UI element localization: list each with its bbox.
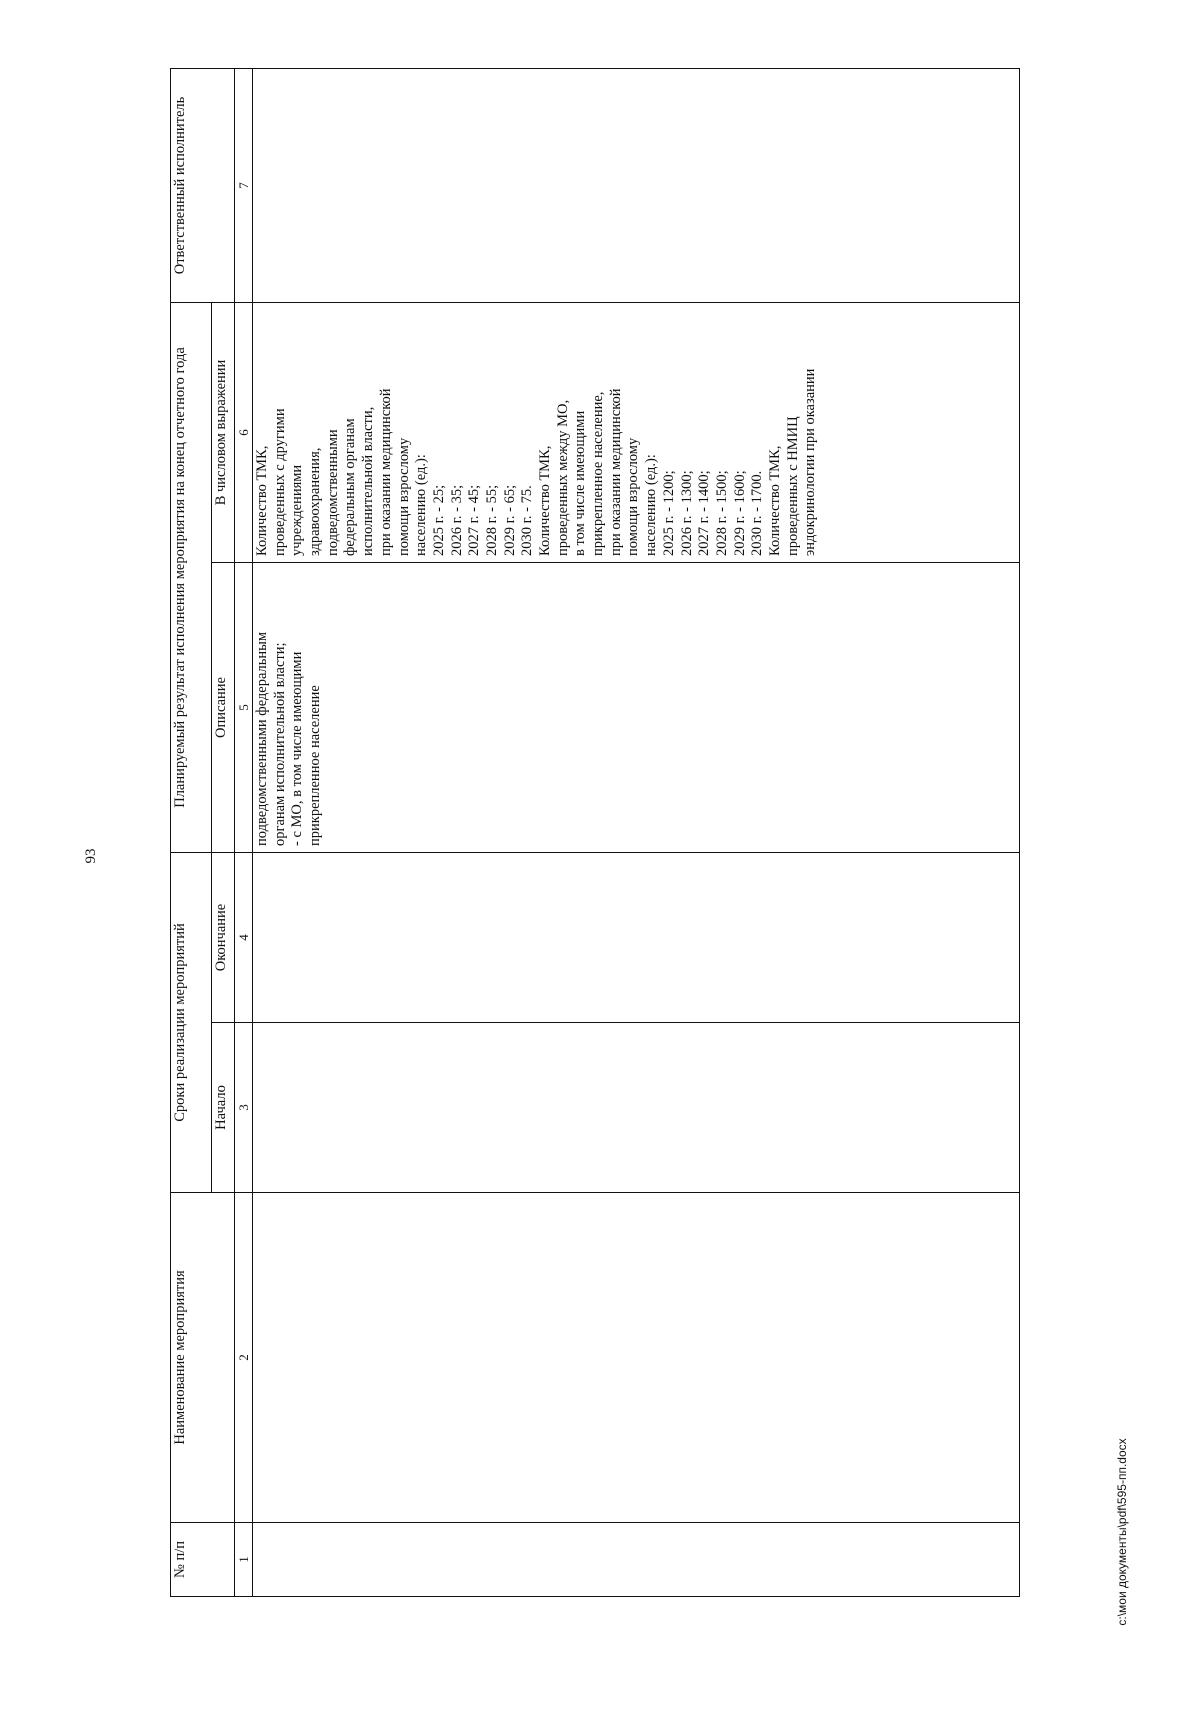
cell-start [253, 1023, 1020, 1193]
text-line: 2029 г. - 65; [501, 484, 518, 556]
text-line: учреждениями [289, 464, 306, 556]
text-line: 2029 г. - 1600; [731, 470, 748, 556]
page-number: 93 [83, 848, 99, 864]
cell-executor [253, 68, 1020, 302]
cell-num [253, 1523, 1020, 1597]
text-line: органам исполнительной власти; [271, 642, 288, 846]
cell-description [253, 563, 1020, 853]
text-line: эндокринологии при оказании [802, 368, 819, 556]
text-line: Количество ТМК, [766, 445, 783, 556]
text-line: 2025 г. - 25; [430, 484, 447, 556]
text-line: 2028 г. - 1500; [713, 470, 730, 556]
text-line: проведенных с другими [271, 408, 288, 556]
text-line: населению (ед.): [413, 454, 430, 556]
header-description: Описание [212, 563, 235, 853]
header-result-group: Планируемый результат исполнения мероприятия на конец отчетного года [171, 302, 212, 852]
text-line: в том числе имеющими [572, 410, 589, 556]
rotated-table-container [170, 69, 1020, 1597]
text-line: исполнительной власти, [360, 406, 377, 556]
text-line: прикрепленное население [307, 685, 324, 846]
cell-numeric [253, 302, 1020, 562]
header-num: № п/п [171, 1523, 235, 1597]
text-line: здравоохранения, [307, 447, 324, 556]
column-number: 4 [235, 853, 253, 1023]
text-line: 2027 г. - 45; [466, 484, 483, 556]
text-line: 2026 г. - 1300; [678, 470, 695, 556]
cell-name [253, 1193, 1020, 1523]
text-line: 2025 г. - 1200; [660, 470, 677, 556]
column-number: 5 [235, 563, 253, 853]
header-end: Окончание [212, 853, 235, 1023]
header-numeric: В числовом выражении [212, 302, 235, 562]
text-line: 2030 г. - 1700. [749, 470, 766, 556]
header-name: Наименование мероприятия [171, 1193, 235, 1523]
text-line: при оказании медицинской [377, 388, 394, 556]
text-line: прикрепленное население, [590, 391, 607, 556]
column-number: 7 [235, 68, 253, 302]
text-line: федеральным органам [342, 418, 359, 556]
measures-table [170, 68, 1020, 1597]
text-line: при оказании медицинской [607, 388, 624, 556]
footer-path-text: c:\мои документы\pdf\595-пп.docx [1115, 1438, 1129, 1626]
header-dates-group: Сроки реализации мероприятий [171, 853, 212, 1193]
text-line: 2028 г. - 55; [483, 484, 500, 556]
column-number: 6 [235, 302, 253, 562]
table-row [253, 68, 1020, 1596]
text-line: 2026 г. - 35; [448, 484, 465, 556]
text-line: помощи взрослому [625, 437, 642, 556]
text-line: помощи взрослому [395, 437, 412, 556]
text-line: населению (ед.): [643, 454, 660, 556]
text-line: проведенных между МО, [554, 399, 571, 556]
column-number: 2 [235, 1193, 253, 1523]
column-number: 1 [235, 1523, 253, 1597]
header-start: Начало [212, 1023, 235, 1193]
text-line: - с МО, в том числе имеющими [289, 651, 306, 846]
text-line: подведомственными [324, 429, 341, 556]
column-number: 3 [235, 1023, 253, 1193]
text-line: подведомственными федеральным [254, 631, 270, 846]
text-line: 2030 г. - 75. [519, 485, 536, 556]
column-numbers-row [235, 68, 253, 1596]
text-line: проведенных с НМИЦ [784, 416, 801, 556]
text-line: Количество ТМК, [254, 445, 270, 556]
text-line: Количество ТМК, [537, 445, 553, 556]
text-line: 2027 г. - 1400; [696, 470, 713, 556]
header-executor: Ответственный исполнитель [171, 68, 235, 302]
cell-end [253, 853, 1020, 1023]
